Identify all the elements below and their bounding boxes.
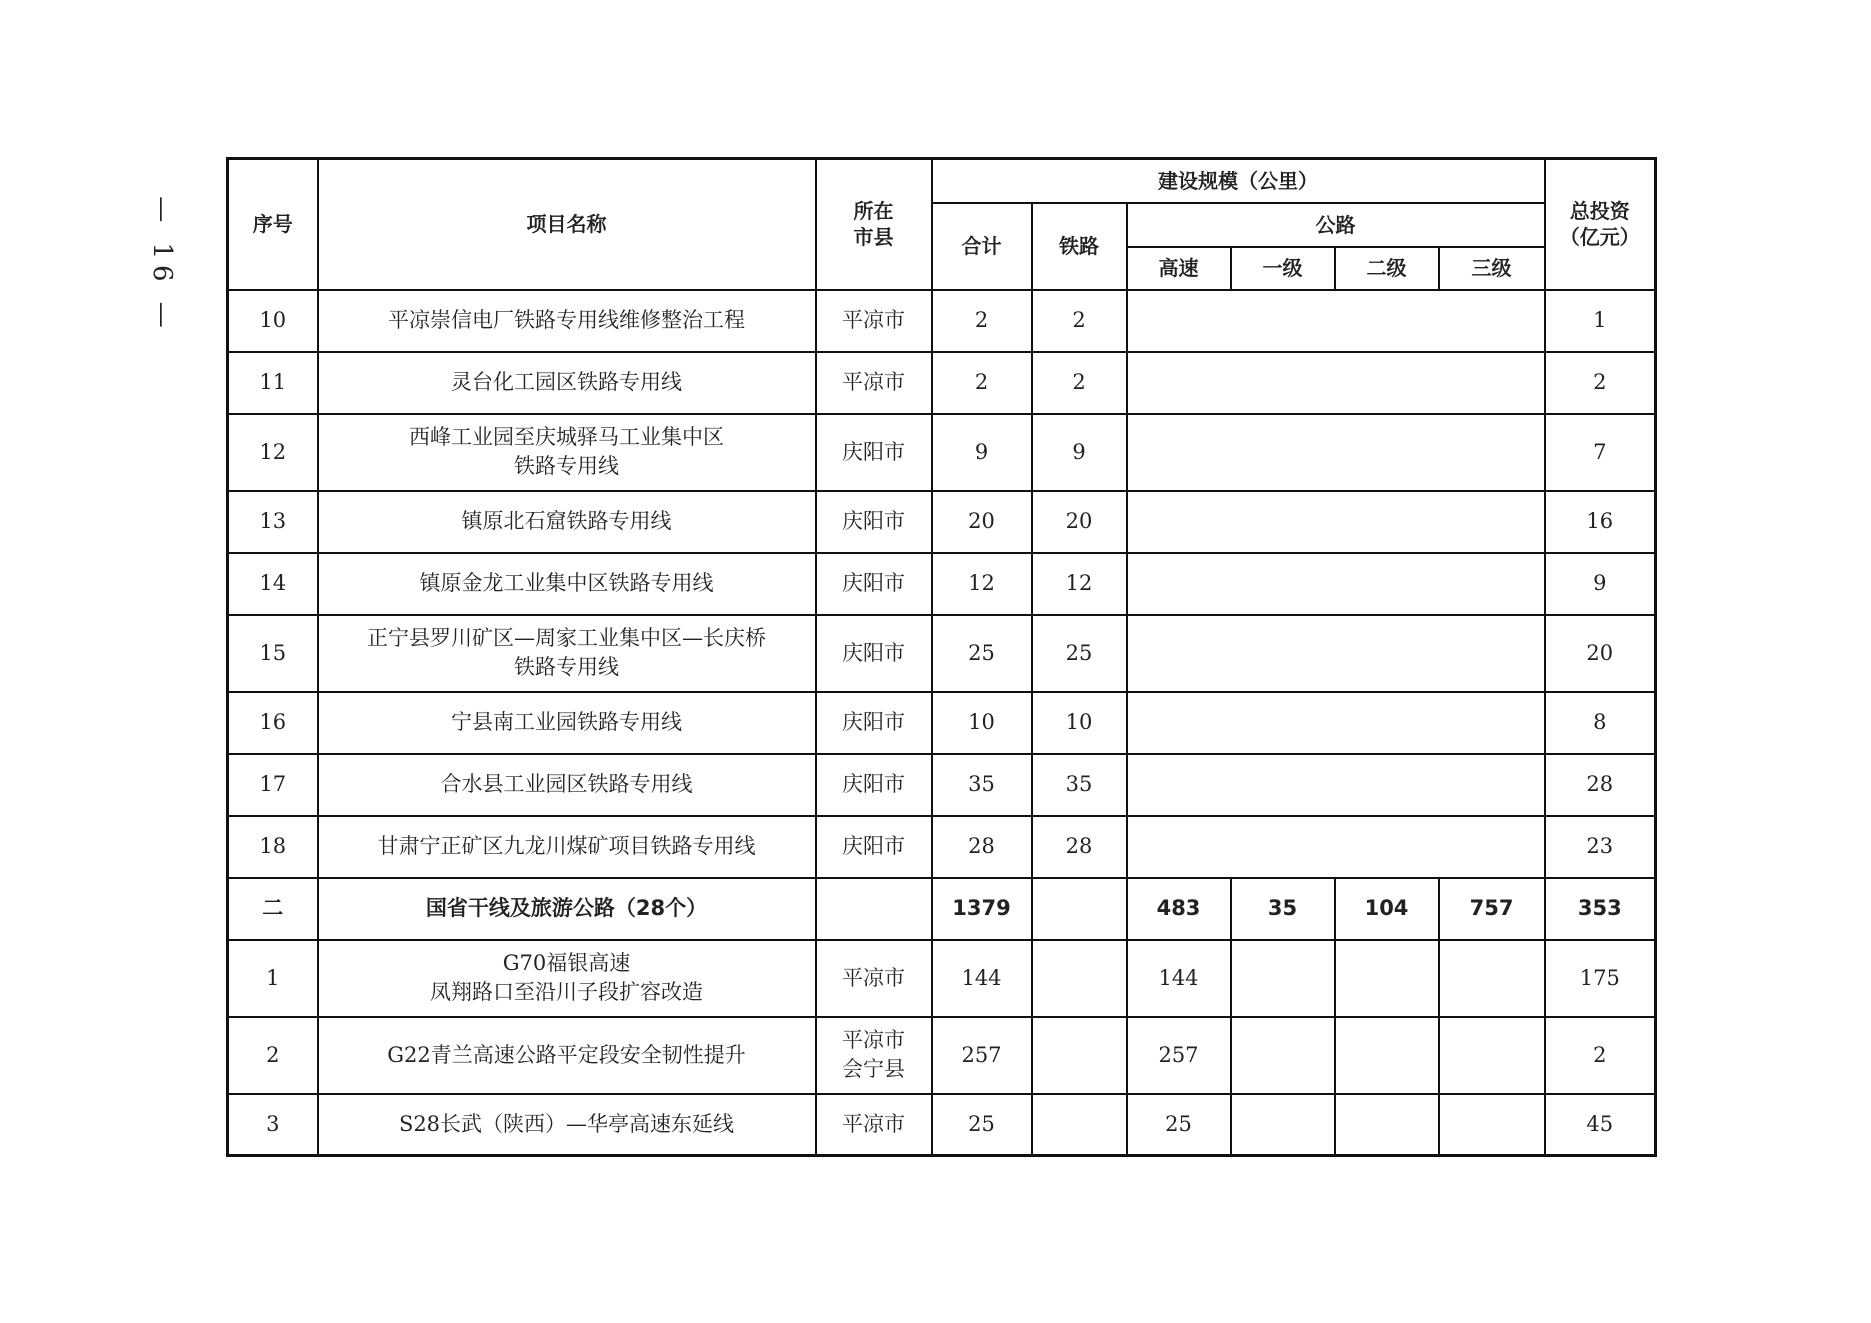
header-location-line1: 所在: [853, 199, 894, 224]
cell-railway: 2: [1032, 290, 1127, 352]
cell-seq: 17: [228, 754, 318, 816]
header-name: 项目名称: [318, 159, 816, 290]
table-row: [228, 290, 1656, 352]
cell-expressway: 257: [1127, 1017, 1231, 1094]
header-investment: [1545, 159, 1656, 290]
cell-total: 35: [932, 754, 1032, 816]
cell-name-line: 西峰工业园至庆城驿马工业集中区: [409, 425, 724, 449]
cell-name-line: 镇原北石窟铁路专用线: [461, 509, 672, 533]
cell-name: [318, 352, 816, 414]
cell-name-line: 镇原金龙工业集中区铁路专用线: [419, 571, 714, 595]
cell-total: 12: [932, 553, 1032, 615]
cell-total: 28: [932, 816, 1032, 878]
cell-investment: 23: [1545, 816, 1656, 878]
cell-total: 2: [932, 352, 1032, 414]
cell-investment: 8: [1545, 692, 1656, 754]
cell-total: 2: [932, 290, 1032, 352]
cell-location-line: 庆阳市: [842, 640, 905, 665]
cell-location-line: 庆阳市: [842, 509, 905, 533]
header-grade2: 二级: [1335, 247, 1439, 290]
cell-seq: 15: [228, 615, 318, 692]
cell-location: [816, 615, 932, 692]
cell-highway-empty: [1127, 754, 1545, 816]
cell-seq: 12: [228, 414, 318, 491]
table-row: [228, 553, 1656, 615]
header-investment-line1: 总投资: [1569, 199, 1630, 224]
cell-location-line: 庆阳市: [842, 571, 905, 595]
cell-seq: 13: [228, 491, 318, 553]
cell-investment: 2: [1545, 1017, 1656, 1094]
cell-grade1: [1231, 940, 1335, 1017]
cell-location: [816, 414, 932, 491]
cell-grade1: [1231, 1094, 1335, 1156]
cell-name: [318, 553, 816, 615]
cell-location-line: 庆阳市: [842, 772, 905, 796]
cell-location: [816, 290, 932, 352]
table-row: [228, 491, 1656, 553]
cell-location: [816, 692, 932, 754]
cell-highway-empty: [1127, 816, 1545, 878]
table-row: [228, 816, 1656, 878]
cell-location: [816, 1094, 932, 1156]
cell-name-line: 凤翔路口至沿川子段扩容改造: [430, 980, 703, 1004]
cell-railway: 20: [1032, 491, 1127, 553]
cell-location: [816, 1017, 932, 1094]
cell-highway-empty: [1127, 615, 1545, 692]
cell-railway: 9: [1032, 414, 1127, 491]
cell-grade3: [1439, 1094, 1545, 1156]
table-row: [228, 414, 1656, 491]
cell-highway-empty: [1127, 692, 1545, 754]
cell-location-line: 庆阳市: [842, 710, 905, 734]
cell-investment: 1: [1545, 290, 1656, 352]
cell-highway-empty: [1127, 491, 1545, 553]
cell-investment: 16: [1545, 491, 1656, 553]
table-header-row: [228, 159, 1656, 203]
table-row: [228, 692, 1656, 754]
cell-investment: 7: [1545, 414, 1656, 491]
section-total: 1379: [932, 878, 1032, 940]
cell-highway-empty: [1127, 290, 1545, 352]
header-location: [816, 159, 932, 290]
cell-name-line: 铁路专用线: [514, 454, 619, 478]
cell-name-line: 宁县南工业园铁路专用线: [451, 710, 682, 734]
cell-investment: 9: [1545, 553, 1656, 615]
cell-name-line: 灵台化工园区铁路专用线: [451, 370, 682, 394]
section-grade2: 104: [1335, 878, 1439, 940]
cell-name-line: S28长武（陕西）—华亭高速东延线: [398, 1111, 735, 1136]
cell-name-line: 合水县工业园区铁路专用线: [440, 772, 693, 796]
cell-seq: 14: [228, 553, 318, 615]
cell-name-line: 铁路专用线: [514, 655, 619, 679]
cell-investment: 28: [1545, 754, 1656, 816]
cell-location: [816, 940, 932, 1017]
cell-name: [318, 414, 816, 491]
section-seq: 二: [228, 878, 318, 940]
cell-location: [816, 352, 932, 414]
cell-location: [816, 553, 932, 615]
cell-name: [318, 290, 816, 352]
cell-name: [318, 692, 816, 754]
section-name: 国省干线及旅游公路（28个）: [318, 878, 816, 940]
cell-name-line: 甘肃宁正矿区九龙川煤矿项目铁路专用线: [377, 834, 756, 858]
table-row: [228, 615, 1656, 692]
cell-total: 257: [932, 1017, 1032, 1094]
table-row: [228, 754, 1656, 816]
cell-grade1: [1231, 1017, 1335, 1094]
cell-seq: 2: [228, 1017, 318, 1094]
header-expressway: 高速: [1127, 247, 1231, 290]
cell-total: 144: [932, 940, 1032, 1017]
cell-total: 9: [932, 414, 1032, 491]
cell-name-line: 平凉崇信电厂铁路专用线维修整治工程: [388, 308, 745, 332]
cell-location-line: 庆阳市: [842, 834, 905, 858]
cell-name: [318, 754, 816, 816]
cell-seq: 16: [228, 692, 318, 754]
cell-total: 10: [932, 692, 1032, 754]
page-number: — 16 —: [147, 196, 177, 334]
cell-name: [318, 940, 816, 1017]
cell-railway: 10: [1032, 692, 1127, 754]
header-seq: 序号: [228, 159, 318, 290]
cell-grade2: [1335, 940, 1439, 1017]
header-grade3: 三级: [1439, 247, 1545, 290]
cell-grade3: [1439, 940, 1545, 1017]
cell-grade3: [1439, 1017, 1545, 1094]
table-row: [228, 1017, 1656, 1094]
cell-name: [318, 615, 816, 692]
cell-highway-empty: [1127, 414, 1545, 491]
cell-highway-empty: [1127, 553, 1545, 615]
cell-railway: [1032, 940, 1127, 1017]
cell-investment: 175: [1545, 940, 1656, 1017]
cell-name: [318, 816, 816, 878]
cell-seq: 3: [228, 1094, 318, 1156]
cell-grade2: [1335, 1094, 1439, 1156]
cell-name-line: G70福银高速: [502, 951, 631, 975]
table-row: [228, 1094, 1656, 1156]
cell-railway: 35: [1032, 754, 1127, 816]
cell-railway: [1032, 1094, 1127, 1156]
cell-location-line: 会宁县: [842, 1057, 905, 1081]
cell-name: [318, 1017, 816, 1094]
cell-expressway: 144: [1127, 940, 1231, 1017]
cell-highway-empty: [1127, 352, 1545, 414]
cell-seq: 1: [228, 940, 318, 1017]
cell-total: 25: [932, 615, 1032, 692]
cell-investment: 45: [1545, 1094, 1656, 1156]
header-location-line2: 市县: [853, 225, 894, 250]
cell-railway: 25: [1032, 615, 1127, 692]
header-railway: 铁路: [1032, 203, 1127, 290]
cell-railway: 28: [1032, 816, 1127, 878]
table-row: [228, 940, 1656, 1017]
section-expressway: 483: [1127, 878, 1231, 940]
cell-location: [816, 754, 932, 816]
header-total: 合计: [932, 203, 1032, 290]
cell-total: 25: [932, 1094, 1032, 1156]
cell-location-line: 平凉市: [842, 370, 905, 394]
cell-investment: 2: [1545, 352, 1656, 414]
cell-expressway: 25: [1127, 1094, 1231, 1156]
header-scale: 建设规模（公里）: [932, 159, 1545, 203]
section-row: [228, 878, 1656, 940]
cell-investment: 20: [1545, 615, 1656, 692]
cell-location: [816, 491, 932, 553]
header-investment-line2: （亿元）: [1559, 225, 1640, 250]
section-grade1: 35: [1231, 878, 1335, 940]
cell-location-line: 平凉市: [842, 1028, 905, 1052]
cell-location-line: 庆阳市: [842, 439, 905, 464]
cell-grade2: [1335, 1017, 1439, 1094]
cell-total: 20: [932, 491, 1032, 553]
cell-name: [318, 1094, 816, 1156]
cell-name-line: G22青兰高速公路平定段安全韧性提升: [387, 1042, 746, 1067]
cell-railway: [1032, 1017, 1127, 1094]
project-table: [226, 157, 1657, 1157]
cell-location-line: 平凉市: [842, 965, 905, 990]
cell-railway: 2: [1032, 352, 1127, 414]
section-railway: [1032, 878, 1127, 940]
cell-location-line: 平凉市: [842, 308, 905, 332]
cell-location-line: 平凉市: [842, 1111, 905, 1136]
cell-seq: 18: [228, 816, 318, 878]
cell-name-line: 正宁县罗川矿区—周家工业集中区—长庆桥: [367, 626, 766, 650]
header-grade1: 一级: [1231, 247, 1335, 290]
cell-location: [816, 816, 932, 878]
section-location: [816, 878, 932, 940]
cell-railway: 12: [1032, 553, 1127, 615]
section-grade3: 757: [1439, 878, 1545, 940]
cell-seq: 10: [228, 290, 318, 352]
cell-name: [318, 491, 816, 553]
header-highway: 公路: [1127, 203, 1545, 247]
section-investment: 353: [1545, 878, 1656, 940]
table-row: [228, 352, 1656, 414]
cell-seq: 11: [228, 352, 318, 414]
